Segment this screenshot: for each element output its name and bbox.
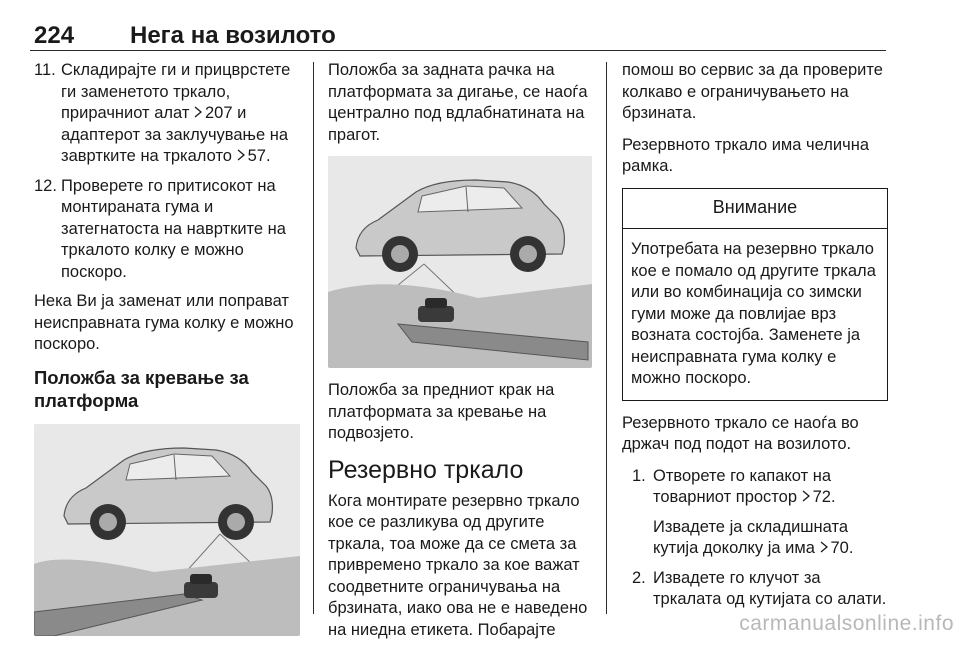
step-2 bbox=[622, 568, 888, 611]
figure-front-lift-point bbox=[328, 156, 592, 368]
step-number: 11. bbox=[34, 61, 56, 79]
paragraph: Резервното тркало се наоѓа во држач под подот на возилото. bbox=[622, 413, 859, 453]
step-note: Извадете ја складишната кутија доколку ја има 70. bbox=[653, 517, 854, 557]
step-number: 2. bbox=[632, 568, 646, 587]
page-header bbox=[30, 14, 886, 51]
paragraph: Нека Ви ја заменат или поправат неисправната гума колку е можно поскоро. bbox=[34, 292, 294, 353]
paragraph: Резервното тркало има челична рамка. bbox=[622, 135, 869, 175]
step-1 bbox=[622, 466, 888, 509]
column-divider bbox=[606, 62, 607, 614]
step-text: Отворете го капакот на товарниот простор 72. bbox=[653, 466, 836, 506]
paragraph: Положба за задната рачка на платформата за дигање, се наоѓа централно под вдлабнатината на прагот. bbox=[328, 61, 588, 144]
car-lift-illustration bbox=[328, 156, 592, 368]
car-lift-illustration bbox=[34, 424, 300, 636]
step-11 bbox=[34, 60, 300, 168]
step-text: Проверете го притисокот на монтираната гума и затегнатоста на навртките на тркалото колку е можно поскоро. bbox=[61, 176, 286, 281]
page-reference[interactable]: 70. bbox=[830, 539, 854, 557]
step-12 bbox=[34, 176, 300, 284]
step-number: 1. bbox=[632, 466, 646, 485]
column-divider bbox=[313, 62, 314, 614]
column-1 bbox=[34, 60, 300, 648]
step-number: 12. bbox=[34, 176, 57, 195]
paragraph: Положба за предниот крак на платформата за кревање на подвозјето. bbox=[328, 381, 555, 442]
page-reference-arrow-icon bbox=[820, 541, 828, 553]
page-reference-arrow-icon bbox=[237, 149, 245, 161]
column-2 bbox=[328, 60, 592, 651]
warning-title: Внимание bbox=[623, 189, 887, 230]
page-reference[interactable]: 57. bbox=[247, 147, 271, 165]
page-title: Нега на возилото bbox=[130, 22, 336, 49]
paragraph: Кога монтирате резервно тркало кое се разликува од другите тркала, тоа може да се смета за привремено тркало за кое важат соодветните ограничувања на брзината, иако ова не е наведено на ниедна етикета. Побарајте bbox=[328, 491, 588, 639]
figure-rear-lift-point bbox=[34, 424, 300, 636]
page-reference[interactable]: 207 bbox=[204, 104, 233, 122]
page-number: 224 bbox=[34, 22, 75, 49]
page-reference[interactable]: 72. bbox=[812, 488, 836, 506]
column-3 bbox=[622, 60, 888, 619]
step-text: Складирајте ги и прицврстете ги заменетото тркало, прирачниот алат 207 и адаптерот за заклучување на завртките на тркалото 57. bbox=[61, 61, 291, 165]
section-heading: Положба за кревање за платформа bbox=[34, 366, 249, 411]
warning-box bbox=[622, 188, 888, 401]
page-reference-arrow-icon bbox=[194, 106, 202, 118]
section-heading: Резервно тркало bbox=[328, 455, 524, 484]
step-text: Извадете го клучот за тркалата од кутијата со алати. bbox=[653, 568, 887, 608]
watermark: carmanualsonline.info bbox=[739, 612, 954, 635]
paragraph: помош во сервис за да проверите колкаво е ограничувањето на брзината. bbox=[622, 61, 883, 122]
page-reference-arrow-icon bbox=[802, 490, 810, 502]
warning-text: Употребата на резервно тркало кое е помало од другите тркала или во комбинација со зимски гуми може да повлијае врз возната состојба. Заменете ја неисправната гума колку е можно поскоро. bbox=[631, 240, 876, 387]
